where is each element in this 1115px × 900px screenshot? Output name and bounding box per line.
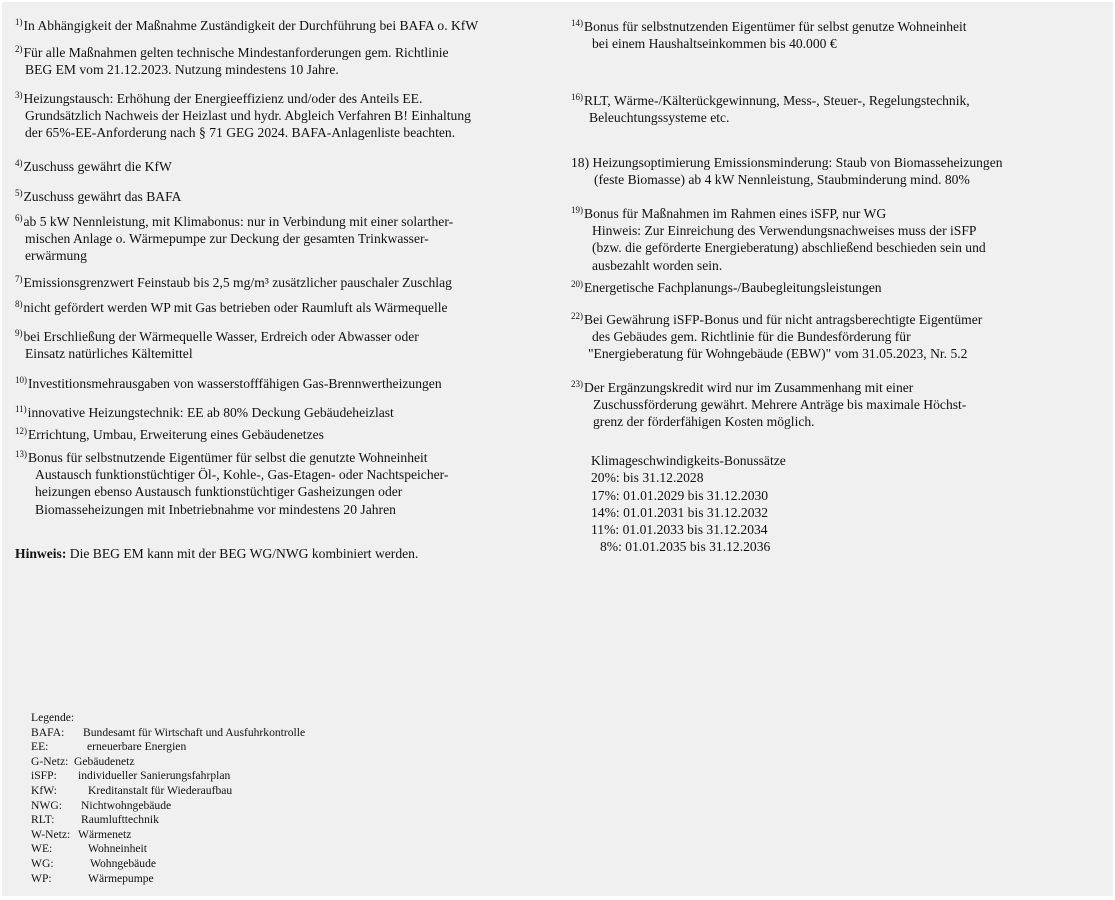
hint-label: Hinweis: <box>15 546 67 561</box>
bonus-rates-block <box>591 452 786 556</box>
footnote-9 <box>15 328 419 362</box>
legend-item <box>31 857 305 872</box>
hint-text: Die BEG EM kann mit der BEG WG/NWG kombiniert werden. <box>66 546 419 561</box>
footnote-text: In Abhängigkeit der Maßnahme Zuständigkeit der Durchführung bei BAFA o. KfW <box>23 18 479 33</box>
footnote-5 <box>15 188 181 205</box>
footnote-10 <box>15 375 442 392</box>
footnote-number: 20) <box>571 279 583 289</box>
legend-text: Nichtwohngebäude <box>81 798 172 812</box>
bonus-rates-title: Klimageschwindigkeits-Bonussätze <box>591 453 786 468</box>
footnote-text: Zuschussförderung gewährt. Mehrere Anträge bis maximale Höchst- <box>593 397 967 413</box>
footnote-number: 9) <box>15 328 23 338</box>
bonus-rate-row: 20%: bis 31.12.2028 <box>591 470 704 486</box>
footnote-number: 3) <box>15 90 23 100</box>
footnote-number: 22) <box>571 311 583 321</box>
legend-item <box>31 828 305 843</box>
footnote-text: Heizungstausch: Erhöhung der Energieeffizienz und/oder des Anteils EE. <box>23 91 423 106</box>
legend-title: Legende: <box>31 711 75 724</box>
bonus-rate-row: 8%: 01.01.2035 bis 31.12.2036 <box>600 539 771 555</box>
hint-note <box>15 545 418 562</box>
legend-abbr: BAFA: <box>31 725 65 739</box>
footnote-12 <box>15 426 324 443</box>
footnote-text: ausbezahlt worden sein. <box>592 257 723 273</box>
footnote-number: 16) <box>571 92 583 102</box>
footnote-number: 7) <box>15 274 23 284</box>
footnote-text: Biomasseheizungen mit Inbetriebnahme vor mindestens 20 Jahren <box>35 501 396 517</box>
footnote-text: (bzw. die geförderte Energieberatung) abschließend beschieden sein und <box>592 240 986 256</box>
legend-abbr: WG: <box>31 856 54 870</box>
footnote-text: ab 5 kW Nennleistung, mit Klimabonus: nur in Verbindung mit einer solarther- <box>23 214 454 229</box>
footnote-text: grenz der förderfähigen Kosten möglich. <box>593 414 815 430</box>
footnote-7 <box>15 274 452 291</box>
footnote-number: 1) <box>15 17 23 27</box>
bonus-rate-row: 14%: 01.01.2031 bis 31.12.2032 <box>591 504 769 520</box>
footnote-13 <box>15 449 448 518</box>
footnote-1 <box>15 17 478 34</box>
footnote-text: RLT, Wärme-/Kälterückgewinnung, Mess-, Steuer-, Regelungstechnik, <box>584 93 970 108</box>
footnote-4 <box>15 158 172 175</box>
footnote-text: Einsatz natürliches Kältemittel <box>25 346 193 362</box>
bonus-rate-row: 11%: 01.01.2033 bis 31.12.2034 <box>591 522 768 538</box>
bonus-rate-row: 17%: 01.01.2029 bis 31.12.2030 <box>591 487 769 503</box>
legend-abbr: KfW: <box>31 783 57 797</box>
legend-text: Gebäudenetz <box>74 754 135 768</box>
legend-item <box>31 813 305 828</box>
footnote-text: des Gebäudes gem. Richtlinie für die Bundesförderung für <box>592 329 911 345</box>
legend-abbr: NWG: <box>31 798 62 812</box>
footnote-text: Zuschuss gewährt das BAFA <box>23 189 182 204</box>
footnote-11 <box>15 404 394 421</box>
footnote-3 <box>15 90 471 142</box>
legend <box>31 711 305 886</box>
footnote-text: Für alle Maßnahmen gelten technische Mindestanforderungen gem. Richtlinie <box>23 45 449 60</box>
footnote-text: bei einem Haushaltseinkommen bis 40.000 € <box>592 36 837 52</box>
footnote-text: Errichtung, Umbau, Erweiterung eines Gebäudenetzes <box>28 427 324 442</box>
footnote-number: 2) <box>15 44 23 54</box>
legend-text: Bundesamt für Wirtschaft und Ausfuhrkontrolle <box>83 725 306 739</box>
legend-text: Kreditanstalt für Wiederaufbau <box>88 783 233 797</box>
footnote-text: BEG EM vom 21.12.2023. Nutzung mindestens 10 Jahre. <box>25 62 339 78</box>
footnote-text: Investitionsmehrausgaben von wasserstofffähigen Gas-Brennwertheizungen <box>28 376 442 391</box>
footnote-number: 11) <box>15 404 27 414</box>
footnote-text: mischen Anlage o. Wärmepumpe zur Deckung der gesamten Trinkwasser- <box>25 231 429 247</box>
footnote-number: 8) <box>15 299 23 309</box>
legend-item <box>31 755 305 770</box>
legend-item <box>31 726 305 741</box>
legend-item <box>31 769 305 784</box>
legend-item <box>31 740 305 755</box>
footnote-text: "Energieberatung für Wohngebäude (EBW)" vom 31.05.2023, Nr. 5.2 <box>588 346 968 362</box>
footnote-20 <box>571 279 882 296</box>
footnote-text: Zuschuss gewährt die KfW <box>23 159 172 174</box>
footnote-number: 14) <box>571 18 583 28</box>
legend-text: Wohneinheit <box>88 842 147 856</box>
footnote-text: Heizungsoptimierung Emissionsminderung: Staub von Biomasseheizungen <box>589 155 1003 170</box>
footnote-text: Bonus für Maßnahmen im Rahmen eines iSFP, nur WG <box>584 206 887 221</box>
footnote-text: innovative Heizungstechnik: EE ab 80% Deckung Gebäudeheizlast <box>27 405 394 420</box>
footnote-number: 19) <box>571 205 583 215</box>
footnote-number: 10) <box>15 375 27 385</box>
legend-text: Wärmenetz <box>78 827 132 841</box>
footnote-23 <box>571 379 966 431</box>
legend-item <box>31 872 305 887</box>
footnote-text: Bonus für selbstnutzenden Eigentümer für selbst genutze Wohneinheit <box>584 19 967 34</box>
legend-text: erneuerbare Energien <box>87 740 187 754</box>
footnote-text: Austausch funktionstüchtiger Öl-, Kohle-, Gas-Etagen- oder Nachtspeicher- <box>35 467 449 483</box>
footnote-14 <box>571 18 967 52</box>
footnote-text: Grundsätzlich Nachweis der Heizlast und hydr. Abgleich Verfahren B! Einhaltung <box>25 108 471 124</box>
footnote-text: Der Ergänzungskredit wird nur im Zusammenhang mit einer <box>584 380 914 395</box>
footnote-text: Beleuchtungssysteme etc. <box>589 110 730 126</box>
legend-abbr: RLT: <box>31 813 55 827</box>
footnote-text: heizungen ebenso Austausch funktionstüchtiger Gasheizungen oder <box>35 484 403 500</box>
footnote-number: 18) <box>571 155 590 170</box>
legend-text: Wohngebäude <box>90 856 157 870</box>
footnote-text: Bonus für selbstnutzende Eigentümer für selbst die genutzte Wohneinheit <box>28 450 428 465</box>
legend-item <box>31 799 305 814</box>
legend-abbr: EE: <box>31 740 49 754</box>
legend-abbr: WE: <box>31 842 53 856</box>
footnote-text: Energetische Fachplanungs-/Baubegleitungsleistungen <box>584 280 882 295</box>
footnote-18 <box>571 154 1003 188</box>
footnote-text: der 65%-EE-Anforderung nach § 71 GEG 2024. BAFA-Anlagenliste beachten. <box>25 125 456 141</box>
legend-abbr: G-Netz: <box>31 754 69 768</box>
footnote-number: 6) <box>15 213 23 223</box>
legend-abbr: WP: <box>31 871 52 885</box>
legend-abbr: iSFP: <box>31 769 57 783</box>
legend-text: individueller Sanierungsfahrplan <box>78 769 231 783</box>
legend-text: Wärmepumpe <box>88 871 154 885</box>
footnote-text: Hinweis: Zur Einreichung des Verwendungsnachweises muss der iSFP <box>592 223 977 239</box>
footnote-16 <box>571 92 970 126</box>
legend-item <box>31 842 305 857</box>
footnote-number: 4) <box>15 158 23 168</box>
footnote-2 <box>15 44 449 78</box>
footnote-text: nicht gefördert werden WP mit Gas betrieben oder Raumluft als Wärmequelle <box>23 300 448 315</box>
footnote-number: 12) <box>15 426 27 436</box>
footnote-number: 5) <box>15 188 23 198</box>
footnote-text: Emissionsgrenzwert Feinstaub bis 2,5 mg/m³ zusätzlicher pauschaler Zuschlag <box>23 275 452 290</box>
footnote-19 <box>571 205 986 274</box>
footnote-6 <box>15 213 453 265</box>
legend-item <box>31 784 305 799</box>
footnote-number: 23) <box>571 379 583 389</box>
footnote-text: bei Erschließung der Wärmequelle Wasser, Erdreich oder Abwasser oder <box>23 329 419 344</box>
footnote-number: 13) <box>15 449 27 459</box>
footnote-text: erwärmung <box>25 248 87 264</box>
legend-text: Raumlufttechnik <box>81 813 159 827</box>
footnote-8 <box>15 299 448 316</box>
footnote-text: Bei Gewährung iSFP-Bonus und für nicht antragsberechtigte Eigentümer <box>584 312 983 327</box>
legend-abbr: W-Netz: <box>31 827 71 841</box>
footnote-text: (feste Biomasse) ab 4 kW Nennleistung, Staubminderung mind. 80% <box>594 172 970 188</box>
footnotes-page <box>2 2 1113 896</box>
footnote-22 <box>571 311 982 363</box>
